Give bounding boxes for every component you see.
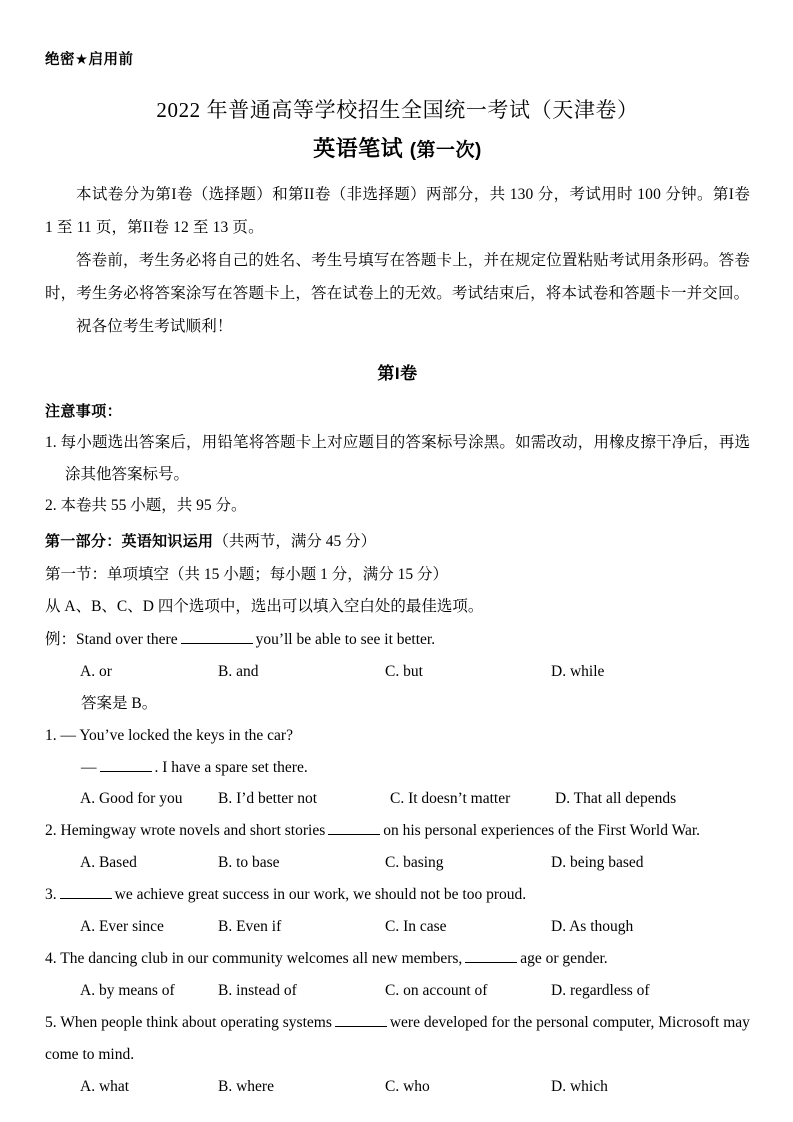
option-b[interactable]: B. where [218,1078,274,1096]
notice-heading: 注意事项： [45,402,123,420]
question-4-blank [465,948,517,963]
option-a[interactable]: A. Ever since [80,918,164,936]
option-b[interactable]: B. to base [218,854,280,872]
option-c[interactable]: C. on account of [385,982,488,1000]
option-a[interactable]: A. Based [80,854,137,872]
option-b[interactable]: B. Even if [218,918,282,936]
option-c[interactable]: C. In case [385,918,447,936]
question-5-after: were developed for the personal computer, Microsoft may come to mind. [45,1014,750,1064]
question-5-number: 5. [45,1014,57,1032]
example-blank [181,629,253,644]
question-5-before: When people think about operating systems [60,1014,332,1032]
dash-mark: — [81,758,97,776]
session-label: (第一次) [409,139,482,161]
example-label: 例： [45,630,77,648]
question-1-number: 1. [45,726,57,744]
question-3-after: we achieve great success in our work, we should not be too proud. [114,886,527,904]
example-stem [45,624,750,656]
question-2-after: on his personal experiences of the First World War. [383,822,701,840]
question-1-line1: You’ve locked the keys in the car? [79,726,293,744]
option-b[interactable]: B. and [218,662,259,680]
question-4-after: age or gender. [520,950,608,968]
option-d[interactable]: D. while [551,662,605,680]
option-a[interactable]: A. or [80,662,112,680]
part-one-title: 第一部分：英语知识运用 [45,533,214,551]
question-2-before: Hemingway wrote novels and short stories [60,822,326,840]
volume-heading: 第I卷 [377,363,418,383]
question-2-options [45,847,750,879]
question-2-stem [45,815,750,847]
option-b[interactable]: B. instead of [218,982,297,1000]
dash-mark: — [60,726,76,744]
option-c[interactable]: C. who [385,1078,430,1096]
question-5-stem [45,1007,750,1071]
subject-title [45,135,750,164]
section-one-instruction: 从 A、B、C、D 四个选项中，选出可以填入空白处的最佳选项。 [45,598,484,616]
option-d[interactable]: D. regardless of [551,982,650,1000]
option-a[interactable]: A. what [80,1078,130,1096]
question-4-before: The dancing club in our community welcomes all new members, [60,950,463,968]
part-one-heading [45,526,750,559]
page-content [45,0,750,1103]
example-stem-after: you’ll be able to see it better. [255,630,436,648]
option-a[interactable]: A. Good for you [80,790,183,808]
subject-name: 英语笔试 [313,135,404,161]
question-3-blank [60,884,112,899]
option-d[interactable]: D. being based [551,854,644,872]
notice-item: 2. 本卷共 55 小题，共 95 分。 [45,497,247,515]
question-1-options [45,783,750,815]
option-c[interactable]: C. but [385,662,423,680]
question-3-stem [45,879,750,911]
question-3-number: 3. [45,886,57,904]
page-title: 2022 年普通高等学校招生全国统一考试（天津卷） [156,98,639,123]
question-1-blank [100,756,152,771]
option-c[interactable]: C. basing [385,854,444,872]
question-1-line2-after: . I have a spare set there. [154,758,308,776]
example-answer: 答案是 B。 [81,694,158,712]
secret-notice: 绝密★启用前 [45,52,134,68]
question-4-options [45,975,750,1007]
intro-paragraph-1: 本试卷分为第I卷（选择题）和第II卷（非选择题）两部分，共 130 分，考试用时 100 分钟。第I卷 1 至 11 页，第II卷 12 至 13 页。 [45,186,750,237]
section-one-heading: 第一节：单项填空（共 15 小题；每小题 1 分，满分 15 分） [45,565,449,583]
option-c[interactable]: C. It doesn’t matter [390,790,511,808]
question-5-blank [335,1012,387,1027]
question-1-stem [45,720,750,752]
question-2-blank [328,820,380,835]
question-2-number: 2. [45,822,57,840]
question-4-number: 4. [45,950,57,968]
option-d[interactable]: D. As though [551,918,634,936]
question-3-options [45,911,750,943]
question-5-options [45,1071,750,1103]
option-d[interactable]: D. which [551,1078,608,1096]
notice-item: 1. 每小题选出答案后，用铅笔将答题卡上对应题目的答案标号涂黑。如需改动，用橡皮擦干净后，再选涂其他答案标号。 [45,433,750,483]
option-a[interactable]: A. by means of [80,982,175,1000]
example-stem-before: Stand over there [76,630,178,648]
option-b[interactable]: B. I’d better not [218,790,318,808]
example-options [45,656,750,688]
intro-paragraph-2: 答卷前，考生务必将自己的姓名、考生号填写在答题卡上，并在规定位置粘贴考试用条形码。答卷时，考生务必将答案涂写在答题卡上，答在试卷上的无效。考试结束后，将本试卷和答题卡一并交回。 [45,252,750,302]
question-4-stem [45,943,750,975]
part-one-score: （共两节，满分 45 分） [213,533,377,551]
intro-paragraph-3: 祝各位考生考试顺利！ [76,317,233,335]
question-1-reply [45,752,750,784]
option-d[interactable]: D. That all depends [555,790,677,808]
